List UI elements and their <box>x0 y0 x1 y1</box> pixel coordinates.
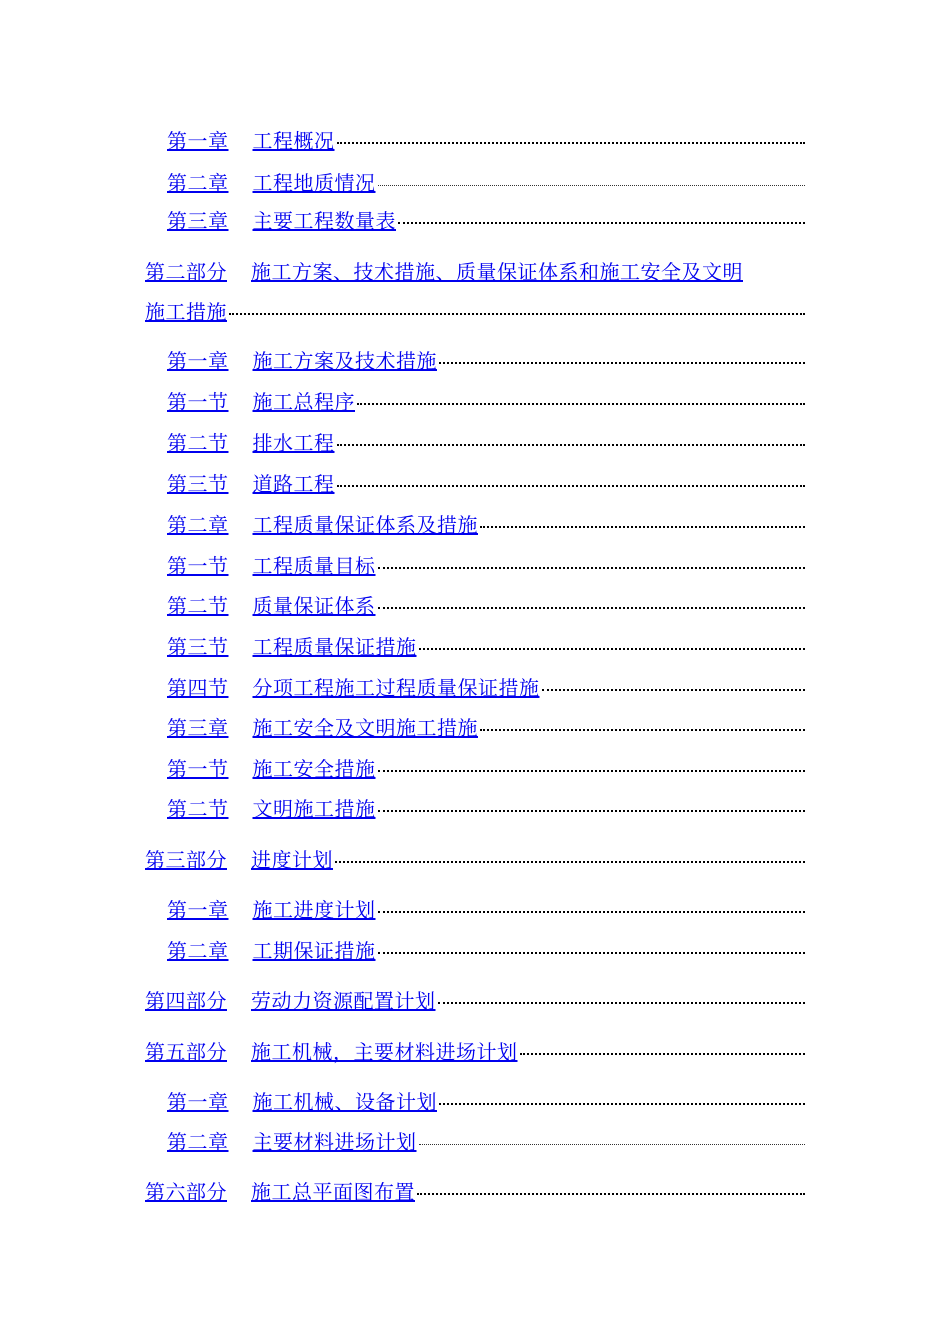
toc-item <box>0 345 950 375</box>
dot-leader <box>229 313 805 315</box>
toc-entry <box>167 205 805 235</box>
toc-entry <box>167 590 805 620</box>
toc-title: 道路工程 <box>252 472 335 496</box>
toc-title: 工程质量保证体系及措施 <box>252 513 478 537</box>
dot-leader <box>337 142 806 144</box>
toc-entry <box>167 468 805 498</box>
toc-entry <box>167 672 805 702</box>
toc-item <box>0 386 950 416</box>
toc-number: 第三章 <box>167 716 229 740</box>
toc-number: 第二部分 <box>145 260 227 284</box>
toc-title: 排水工程 <box>252 431 335 455</box>
toc-item <box>0 985 950 1015</box>
toc-link[interactable] <box>167 125 335 154</box>
toc-title: 施工机械，主要材料进场计划 <box>251 1040 518 1064</box>
toc-title: 质量保证体系 <box>252 594 376 618</box>
toc-title: 主要材料进场计划 <box>252 1130 417 1154</box>
toc-entry <box>167 345 805 375</box>
dot-leader <box>398 222 805 224</box>
dot-leader <box>480 729 805 731</box>
toc-entry <box>167 793 805 823</box>
toc-link[interactable] <box>167 167 376 196</box>
toc-entry <box>167 427 805 457</box>
toc-title: 施工机械、设备计划 <box>252 1090 437 1114</box>
toc-link[interactable] <box>145 985 436 1014</box>
toc-link[interactable] <box>167 427 335 456</box>
toc-item <box>0 935 950 965</box>
toc-number: 第二章 <box>167 513 229 537</box>
toc-number: 第一章 <box>167 129 229 153</box>
dot-leader <box>417 1193 805 1195</box>
toc-link[interactable] <box>167 468 335 497</box>
toc-item <box>0 672 950 702</box>
toc-number: 第二章 <box>167 939 229 963</box>
toc-entry <box>167 1086 805 1116</box>
toc-item <box>0 125 950 155</box>
toc-link[interactable] <box>167 672 540 701</box>
toc-entry <box>167 894 805 924</box>
dot-leader <box>542 689 806 691</box>
toc-item <box>0 509 950 539</box>
toc-link[interactable] <box>167 345 437 374</box>
dot-leader <box>337 444 806 446</box>
dot-leader <box>419 1144 806 1145</box>
toc-number: 第四部分 <box>145 989 227 1013</box>
toc-item <box>0 631 950 661</box>
dot-leader <box>520 1053 806 1055</box>
toc-number: 第二章 <box>167 1130 229 1154</box>
toc-number: 第三节 <box>167 635 229 659</box>
toc-title: 文明施工措施 <box>252 797 376 821</box>
toc-item <box>0 1086 950 1116</box>
toc-link[interactable] <box>167 753 376 782</box>
toc-number: 第三部分 <box>145 848 227 872</box>
dot-leader <box>378 567 806 569</box>
toc-number: 第一节 <box>167 757 229 781</box>
toc-entry <box>145 844 805 874</box>
toc-item <box>0 590 950 620</box>
toc-link[interactable] <box>167 590 376 619</box>
toc-number: 第二节 <box>167 431 229 455</box>
toc-item <box>0 753 950 783</box>
toc-link[interactable] <box>167 631 417 660</box>
toc-link[interactable] <box>167 1086 437 1115</box>
dot-leader <box>378 952 806 954</box>
toc-entry <box>167 712 805 742</box>
dot-leader <box>378 911 806 913</box>
toc-number: 第一节 <box>167 390 229 414</box>
toc-entry <box>167 550 805 580</box>
dot-leader <box>337 485 806 487</box>
toc-title: 施工安全措施 <box>252 757 376 781</box>
toc-entry <box>167 631 805 661</box>
toc-number: 第一章 <box>167 349 229 373</box>
toc-item <box>0 894 950 924</box>
toc-item <box>0 1126 950 1156</box>
toc-item <box>0 1036 950 1066</box>
toc-number: 第六部分 <box>145 1180 227 1204</box>
toc-title: 施工安全及文明施工措施 <box>252 716 478 740</box>
toc-title: 工程质量保证措施 <box>252 635 417 659</box>
toc-number: 第一章 <box>167 898 229 922</box>
toc-number: 第二节 <box>167 594 229 618</box>
toc-link[interactable] <box>167 205 396 234</box>
toc-link[interactable] <box>167 793 376 822</box>
toc-entry <box>167 935 805 965</box>
dot-leader <box>439 362 805 364</box>
toc-item <box>0 167 950 197</box>
toc-item <box>0 256 950 286</box>
toc-entry <box>167 386 805 416</box>
toc-title: 工程概况 <box>252 129 335 153</box>
toc-title: 工程质量目标 <box>252 554 376 578</box>
toc-link[interactable] <box>145 1176 415 1205</box>
toc-title: 进度计划 <box>251 848 333 872</box>
toc-item <box>0 205 950 235</box>
toc-title: 工期保证措施 <box>252 939 376 963</box>
toc-link[interactable] <box>167 712 478 741</box>
toc-item <box>0 712 950 742</box>
toc-entry <box>145 256 805 286</box>
toc-title: 施工方案、技术措施、质量保证体系和施工安全及文明 <box>251 260 743 284</box>
dot-leader <box>439 1103 805 1105</box>
toc-title: 施工总平面图布置 <box>251 1180 415 1204</box>
toc-entry <box>167 753 805 783</box>
toc-link[interactable] <box>145 1036 518 1065</box>
toc-item <box>0 468 950 498</box>
toc-continuation-link[interactable]: 施工措施 <box>145 300 227 324</box>
toc-title: 分项工程施工过程质量保证措施 <box>252 676 540 700</box>
toc-title: 劳动力资源配置计划 <box>251 989 436 1013</box>
toc-link[interactable] <box>167 1126 417 1155</box>
toc-number: 第一节 <box>167 554 229 578</box>
dot-leader <box>335 861 805 863</box>
toc-entry <box>167 1126 805 1156</box>
toc-continuation <box>145 296 805 326</box>
dot-leader <box>378 770 806 772</box>
toc-number: 第五部分 <box>145 1040 227 1064</box>
toc-title: 主要工程数量表 <box>252 209 396 233</box>
toc-entry <box>145 1176 805 1206</box>
toc-link[interactable] <box>145 844 333 873</box>
dot-leader <box>378 185 806 186</box>
toc-number: 第二章 <box>167 171 229 195</box>
dot-leader <box>378 810 806 812</box>
toc-link[interactable] <box>167 894 376 923</box>
toc-title: 施工进度计划 <box>252 898 376 922</box>
toc-item <box>0 550 950 580</box>
toc-item <box>0 1176 950 1206</box>
toc-link[interactable] <box>167 386 355 415</box>
toc-title: 工程地质情况 <box>252 171 376 195</box>
toc-title: 施工总程序 <box>252 390 355 414</box>
dot-leader <box>357 403 805 405</box>
toc-item <box>0 844 950 874</box>
toc-link[interactable] <box>167 935 376 964</box>
toc-link[interactable] <box>167 550 376 579</box>
toc-item <box>0 793 950 823</box>
toc-entry <box>145 985 805 1015</box>
dot-leader <box>480 526 805 528</box>
dot-leader <box>419 648 806 650</box>
toc-entry <box>167 167 805 197</box>
toc-number: 第一章 <box>167 1090 229 1114</box>
toc-entry <box>167 125 805 155</box>
toc-entry <box>145 1036 805 1066</box>
toc-number: 第三节 <box>167 472 229 496</box>
toc-entry <box>167 509 805 539</box>
toc-number: 第二节 <box>167 797 229 821</box>
toc-link[interactable] <box>145 256 743 285</box>
toc-title: 施工方案及技术措施 <box>252 349 437 373</box>
toc-number: 第四节 <box>167 676 229 700</box>
toc-link[interactable] <box>167 509 478 538</box>
toc-item <box>0 427 950 457</box>
toc-number: 第三章 <box>167 209 229 233</box>
dot-leader <box>438 1002 806 1004</box>
dot-leader <box>378 607 806 609</box>
